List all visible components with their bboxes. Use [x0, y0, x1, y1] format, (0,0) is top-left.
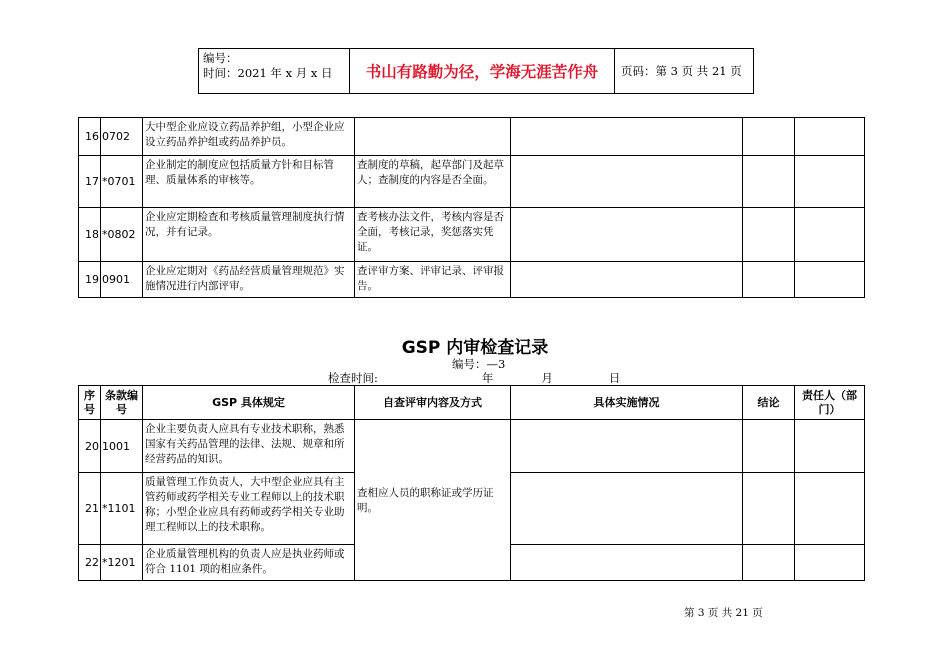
col-header-code: 条款编号 [101, 386, 143, 420]
header-shijian: 时间：2021 年 x 月 x 日 [203, 66, 333, 80]
row-rule: 企业制定的制度应包括质量方针和目标管理、质量体系的审核等。 [143, 156, 355, 208]
row-owner [795, 473, 865, 545]
row-impl [511, 420, 743, 473]
row-result [743, 262, 795, 298]
table-row [79, 420, 865, 473]
col-header-owner: 责任人（部门） [795, 386, 865, 420]
row-impl [511, 208, 743, 262]
row-result [743, 473, 795, 545]
table-header-row [79, 386, 865, 420]
row-result [743, 208, 795, 262]
row-no: 22 [79, 545, 101, 581]
col-header-method: 自查评审内容及方式 [355, 386, 511, 420]
page-header [198, 48, 754, 94]
header-meta [199, 49, 350, 93]
row-owner [795, 545, 865, 581]
row-result [743, 420, 795, 473]
header-yema: 页码：第 3 页 共 21 页 [621, 64, 742, 78]
row-code: *0802 [101, 208, 143, 262]
header-motto: 书山有路勤为径，学海无涯苦作舟 [350, 49, 615, 93]
row-no: 19 [79, 262, 101, 298]
row-code: *1101 [101, 473, 143, 545]
row-impl [511, 156, 743, 208]
col-header-result: 结论 [743, 386, 795, 420]
row-method-merged: 查相应人员的职称证或学历证明。 [355, 420, 511, 581]
row-no: 20 [79, 420, 101, 473]
inspection-table [78, 385, 865, 581]
col-header-no: 序号 [79, 386, 101, 420]
inspection-date-line [328, 370, 620, 386]
row-code: *0701 [101, 156, 143, 208]
table-row [79, 156, 865, 208]
row-owner [795, 156, 865, 208]
col-header-rule: GSP 具体规定 [143, 386, 355, 420]
row-no: 17 [79, 156, 101, 208]
row-result [743, 118, 795, 156]
row-method: 查评审方案、评审记录、评审报告。 [355, 262, 511, 298]
section-bianhao: 编号：—3 [452, 357, 506, 371]
row-no: 21 [79, 473, 101, 545]
inspection-day: 日 [608, 371, 621, 385]
row-owner [795, 420, 865, 473]
row-rule: 企业应定期检查和考核质量管理制度执行情况，并有记录。 [143, 208, 355, 262]
inspection-table-continued [78, 117, 865, 298]
row-result [743, 156, 795, 208]
header-bianhao: 编号： [203, 51, 238, 65]
table-row [79, 262, 865, 298]
row-code: *1201 [101, 545, 143, 581]
row-rule: 企业主要负责人应具有专业技术职称，熟悉国家有关药品管理的法律、法规、规章和所经营药品的知识。 [143, 420, 355, 473]
row-method: 查考核办法文件，考核内容是否全面，考核记录，奖惩落实凭证。 [355, 208, 511, 262]
row-code: 0702 [101, 118, 143, 156]
inspection-year: 年 [481, 371, 494, 385]
row-impl [511, 262, 743, 298]
row-no: 16 [79, 118, 101, 156]
row-result [743, 545, 795, 581]
table-row [79, 208, 865, 262]
row-method: 查制度的草稿，起草部门及起草人；查制度的内容是否全面。 [355, 156, 511, 208]
row-rule: 大中型企业应设立药品养护组，小型企业应设立药品养护组或药品养护员。 [143, 118, 355, 156]
table-row [79, 118, 865, 156]
row-owner [795, 262, 865, 298]
row-impl [511, 473, 743, 545]
row-owner [795, 208, 865, 262]
row-rule: 企业质量管理机构的负责人应是执业药师或符合 1101 项的相应条件。 [143, 545, 355, 581]
row-method [355, 118, 511, 156]
row-impl [511, 545, 743, 581]
row-rule: 质量管理工作负责人，大中型企业应具有主管药师或药学相关专业工程师以上的技术职称；小型企业应具有药师或药学相关专业助理工程师以上的技术职称。 [143, 473, 355, 545]
row-code: 1001 [101, 420, 143, 473]
inspection-month: 月 [541, 371, 553, 385]
row-owner [795, 118, 865, 156]
page-footer: 第 3 页 共 21 页 [684, 607, 763, 619]
section-title: GSP 内审检查记录 [401, 338, 549, 358]
row-no: 18 [79, 208, 101, 262]
col-header-impl: 具体实施情况 [511, 386, 743, 420]
row-impl [511, 118, 743, 156]
row-code: 0901 [101, 262, 143, 298]
row-rule: 企业应定期对《药品经营质量管理规范》实施情况进行内部评审。 [143, 262, 355, 298]
inspection-date-label: 检查时间: [328, 371, 378, 385]
